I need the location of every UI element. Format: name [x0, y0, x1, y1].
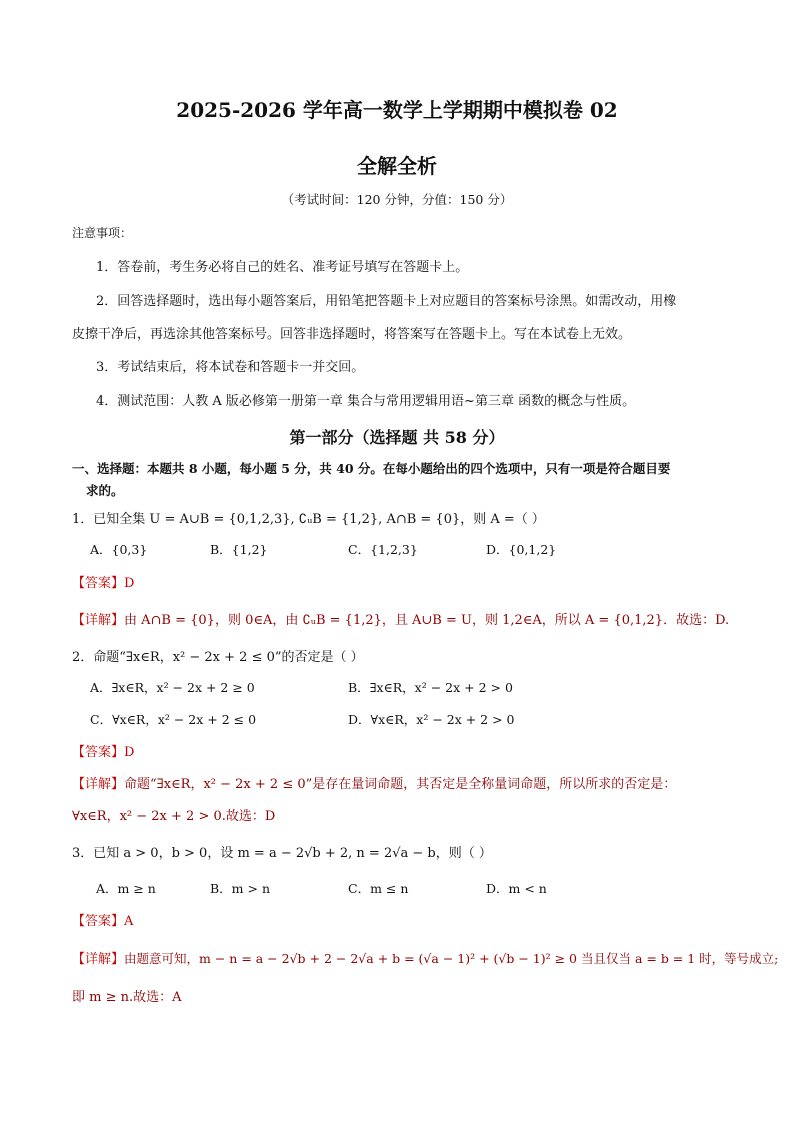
section-line-1: 一、选择题：本题共 8 小题，每小题 5 分，共 40 分。在每小题给出的四个选项中，只有一项是符合题目要	[72, 461, 671, 476]
question-2-option-b: B．∃x∈R，x² − 2x + 2 > 0	[348, 680, 513, 695]
question-3-detail	[72, 948, 778, 967]
answer-tag: 【答案】	[72, 914, 125, 929]
answer-tag: 【答案】	[72, 745, 125, 760]
answer-tag: 【答案】	[72, 576, 125, 591]
detail-tag: 【详解】	[72, 952, 125, 967]
exam-info: （考试时间：120 分钟，分值：150 分）	[281, 192, 513, 207]
document-title: 2025-2026 学年高一数学上学期期中模拟卷 02	[176, 98, 618, 122]
question-2-option-d: D．∀x∈R，x² − 2x + 2 > 0	[348, 712, 515, 727]
question-3-option-c: C．m ≤ n	[348, 881, 409, 896]
part-title: 第一部分（选择题 共 58 分）	[289, 428, 505, 447]
notice-item-1: 1．答卷前，考生务必将自己的姓名、准考证号填写在答题卡上。	[96, 260, 469, 275]
section-line-2: 求的。	[86, 483, 124, 498]
notice-item-2: 2．回答选择题时，选出每小题答案后，用铅笔把答题卡上对应题目的答案标号涂黑。如需改动，用橡	[96, 294, 677, 309]
detail-text: 由 A∩B = {0}，则 0∈A，由 ∁ᵤB = {1,2}，且 A∪B = U，则 1,2∈A，所以 A = {0,1,2}．故选：D.	[124, 613, 730, 628]
notice-item-2-cont: 皮擦干净后，再选涂其他答案标号。回答非选择题时，将答案写在答题卡上。写在本试卷上无效。	[72, 327, 632, 342]
detail-text: 由题意可知，m − n = a − 2√b + 2 − 2√a + b = (√a − 1)² + (√b − 1)² ≥ 0 当且仅当 a = b = 1 时，等号成立;	[124, 951, 779, 966]
question-2-answer	[72, 741, 134, 760]
question-2-stem: 2．命题“∃x∈R，x² − 2x + 2 ≤ 0”的否定是（ ）	[72, 650, 364, 665]
notice-item-3: 3．考试结束后，将本试卷和答题卡一并交回。	[96, 360, 365, 375]
notice-heading: 注意事项：	[72, 226, 133, 240]
question-3-detail-cont: 即 m ≥ n.故选：A	[72, 990, 182, 1005]
question-1-option-b: B．{1,2}	[210, 542, 268, 557]
question-3-stem: 3．已知 a > 0，b > 0，设 m = a − 2√b + 2, n = 2√a − b，则（ ）	[72, 846, 492, 861]
question-3-option-a: A．m ≥ n	[96, 881, 156, 896]
question-2-detail	[72, 773, 676, 792]
question-1-option-a: A．{0,3}	[90, 542, 148, 557]
question-3-option-b: B．m > n	[210, 881, 271, 896]
detail-text: 命题“∃x∈R，x² − 2x + 2 ≤ 0”是存在量词命题，其否定是全称量词命题，所以所求的否定是：	[124, 777, 677, 792]
section-instructions	[72, 458, 670, 502]
question-1-answer	[72, 572, 134, 591]
question-1-option-c: C．{1,2,3}	[348, 542, 418, 557]
question-1-option-d: D．{0,1,2}	[486, 542, 557, 557]
notice-item-4: 4．测试范围：人教 A 版必修第一册第一章 集合与常用逻辑用语~第三章 函数的概念与性质。	[96, 394, 636, 409]
detail-tag: 【详解】	[72, 777, 125, 792]
question-1-detail	[72, 609, 729, 628]
question-2-option-a: A．∃x∈R，x² − 2x + 2 ≥ 0	[90, 680, 255, 695]
question-2-option-c: C．∀x∈R，x² − 2x + 2 ≤ 0	[90, 712, 257, 727]
answer-value: A	[124, 914, 134, 929]
answer-value: D	[124, 576, 135, 591]
question-1-stem: 1．已知全集 U = A∪B = {0,1,2,3}, ∁ᵤB = {1,2}, A∩B = {0}，则 A =（ ）	[72, 512, 545, 527]
question-3-answer	[72, 910, 133, 929]
answer-value: D	[124, 745, 135, 760]
question-2-detail-cont: ∀x∈R，x² − 2x + 2 > 0.故选：D	[72, 809, 276, 824]
question-3-option-d: D．m < n	[486, 881, 547, 896]
document-subtitle: 全解全析	[357, 154, 437, 178]
detail-tag: 【详解】	[72, 613, 125, 628]
